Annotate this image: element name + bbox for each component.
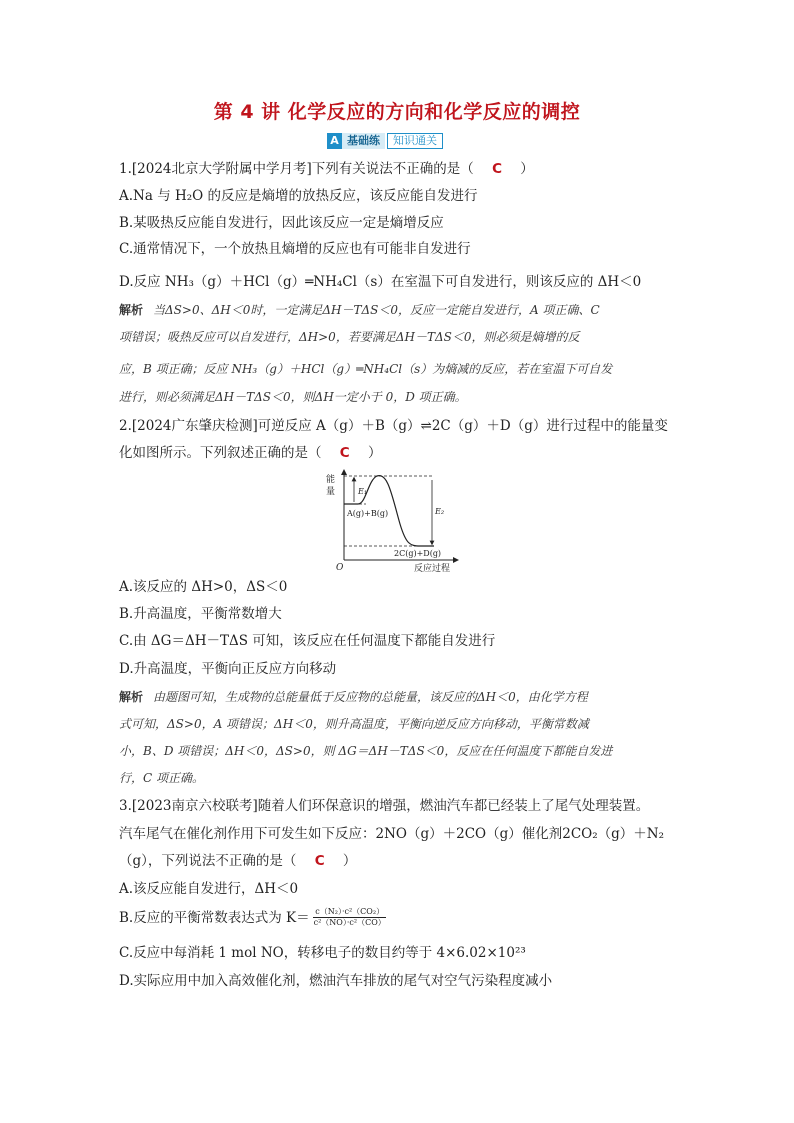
q2-answer: C [339, 445, 350, 461]
energy-diagram [322, 468, 472, 572]
q1-stem [119, 160, 679, 178]
badge-letter: A [327, 133, 342, 149]
q2-explanation-label: 解析 [119, 690, 144, 704]
q1-option-b: B.某吸热反应能自发进行，因此该反应一定是熵增反应 [119, 215, 444, 231]
q1-stem-close: ） [520, 161, 534, 177]
q2-option-a: A.该反应的 ΔH>0，ΔS＜0 [119, 579, 288, 595]
reactants-label: A(g)+B(g) [347, 509, 389, 518]
section-badge [327, 133, 443, 149]
q1-explanation-line: 进行，则必须满足ΔH－TΔS＜0，则ΔH一定小于 0，D 项正确。 [119, 390, 467, 404]
q1-explanation-line: 解析 当ΔS>0、ΔH＜0时，一定满足ΔH－TΔS＜0，反应一定能自发进行，A 项正确、C [119, 303, 600, 317]
q2-explanation-line: 解析 由题图可知，生成物的总能量低于反应物的总能量，该反应的ΔH＜0，由化学方程 [119, 690, 588, 704]
q3-option-a: A.该反应能自发进行，ΔH＜0 [119, 881, 299, 897]
badge-main-label: 基础练 [342, 133, 385, 149]
q2-option-c: C.由 ΔG＝ΔH－TΔS 可知，该反应在任何温度下都能自发进行 [119, 633, 496, 649]
q2-explanation-line: 行，C 项正确。 [119, 771, 204, 785]
q3-option-b: B.反应的平衡常数表达式为 K＝ $\frac{\text{c（N₂）·c²（CO₂）}}{\text{c²（NO）·c²（CO）}}$ [119, 907, 386, 927]
badge-sub-label: 知识通关 [387, 133, 443, 149]
q2-explanation-line: 小，B、D 项错误；ΔH＜0，ΔS>0，则 ΔG＝ΔH－TΔS＜0，反应在任何温度下都能自发进 [119, 744, 613, 758]
q1-option-d: D.反应 NH₃（g）＋HCl（g）═NH₄Cl（s）在室温下可自发进行，则该反应的 ΔH＜0 [119, 274, 642, 290]
q1-stem-text: 1.[2024北京大学附属中学月考]下列有关说法不正确的是（ [119, 161, 474, 177]
e1-label: E₁ [358, 487, 368, 496]
q2-option-d: D.升高温度，平衡向正反应方向移动 [119, 661, 337, 677]
q2-stem-line2: 化如图所示。下列叙述正确的是（ C ） [119, 445, 382, 461]
y-label-1: 能 [326, 475, 336, 485]
q1-option-a: A.Na 与 H₂O 的反应是熵增的放热反应，该反应能自发进行 [119, 188, 478, 204]
q1-explanation-line: 应，B 项正确；反应 NH₃（g）＋HCl（g）═NH₄Cl（s）为熵减的反应，若在室温下可自发 [119, 362, 613, 376]
x-axis-label: 反应过程 [414, 564, 451, 572]
e2-label: E₂ [435, 507, 445, 516]
q3-stem-line3: （g），下列说法不正确的是（ C ） [119, 853, 357, 869]
q3-option-c: C.反应中每消耗 1 mol NO，转移电子的数目约等于 4×6.02×10²³ [119, 945, 526, 961]
q1-option-c: C.通常情况下，一个放热且熵增的反应也有可能非自发进行 [119, 241, 471, 257]
origin-label: O [336, 563, 344, 572]
q3-option-d: D.实际应用中加入高效催化剂，燃油汽车排放的尾气对空气污染程度减小 [119, 973, 553, 989]
q3-answer: C [314, 853, 325, 869]
q2-stem-line1: 2.[2024广东肇庆检测]可逆反应 A（g）＋B（g）⇌2C（g）＋D（g）进行过程中的能量变 [119, 418, 668, 434]
q2-explanation-line: 式可知，ΔS>0，A 项错误；ΔH＜0，则升高温度，平衡向逆反应方向移动，平衡常数减 [119, 717, 589, 731]
q1-explanation-line: 项错误；吸热反应可以自发进行，ΔH>0，若要满足ΔH－TΔS＜0，则必须是熵增的反 [119, 330, 580, 344]
y-label-2: 量 [326, 487, 336, 497]
equilibrium-fraction [312, 907, 388, 928]
q2-option-b: B.升高温度，平衡常数增大 [119, 606, 282, 622]
fraction-denominator: c²（NO）·c²（CO） [313, 918, 386, 927]
q3-stem-line1: 3.[2023南京六校联考]随着人们环保意识的增强，燃油汽车都已经装上了尾气处理装置。 [119, 798, 650, 814]
q3-stem-line2: 汽车尾气在催化剂作用下可发生如下反应：2NO（g）＋2CO（g）催化剂2CO₂（g）＋N₂ [119, 826, 665, 842]
fraction-numerator: c（N₂）·c²（CO₂） [315, 907, 385, 916]
page-title: 第 4 讲 化学反应的方向和化学反应的调控 [213, 101, 581, 123]
products-label: 2C(g)+D(g) [394, 549, 442, 558]
q1-answer: C [492, 161, 502, 177]
q1-explanation-label: 解析 [119, 303, 144, 317]
